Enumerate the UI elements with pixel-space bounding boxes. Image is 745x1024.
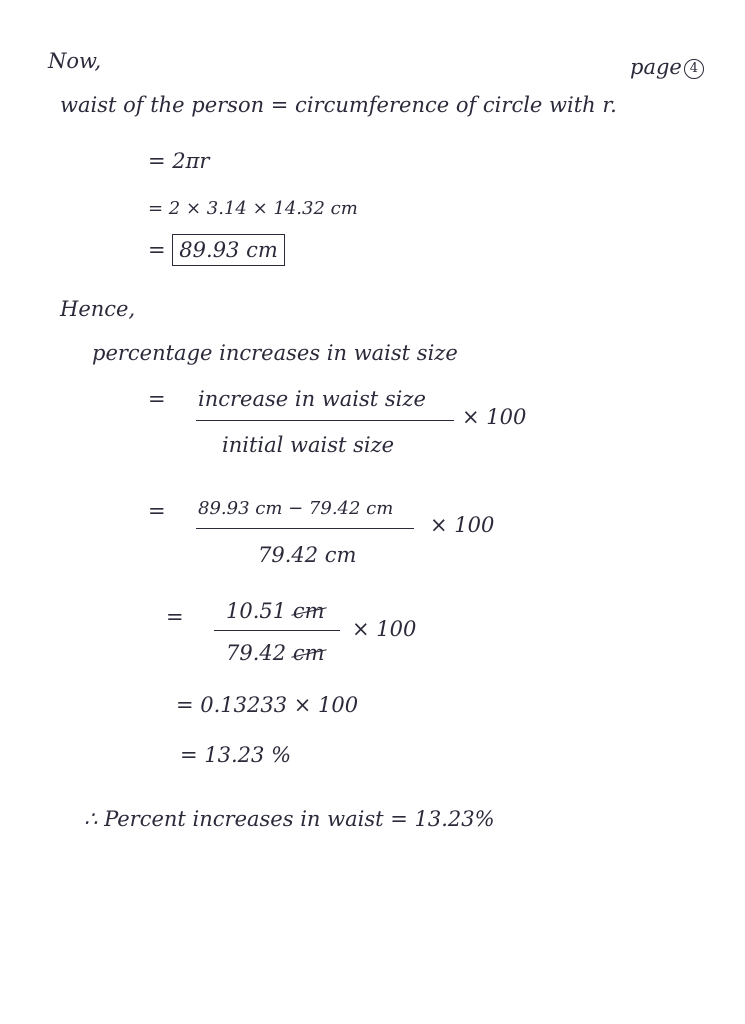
fraction2-bar	[196, 528, 414, 529]
fraction1-denominator: initial waist size	[222, 433, 395, 457]
page-number-circle: 4	[684, 59, 704, 79]
waist-definition-line: waist of the person = circumference of circle with r.	[60, 93, 617, 117]
step-decimal: = 0.13233 × 100	[176, 693, 359, 717]
conclusion-line	[84, 806, 495, 832]
fraction2-multiplier: × 100	[430, 513, 495, 537]
fraction3-denominator	[226, 640, 325, 666]
percentage-heading: percentage increases in waist size	[92, 341, 458, 365]
fraction3-numerator-value: 10.51	[226, 599, 287, 623]
waist-result-box: 89.93 cm	[172, 234, 284, 266]
page-indicator	[630, 54, 704, 80]
fraction1-numerator: increase in waist size	[198, 387, 426, 411]
fraction2-numerator: 89.93 cm − 79.42 cm	[198, 498, 394, 519]
fraction1-bar	[196, 420, 454, 421]
formula-step-1: = 2πr	[148, 149, 210, 173]
fraction3-denominator-value: 79.42	[226, 641, 287, 665]
formula-step-2: = 2 × 3.14 × 14.32 cm	[148, 198, 358, 219]
conclusion-value: 13.23%	[414, 807, 495, 831]
conclusion-equals: =	[390, 807, 408, 831]
formula-step-3	[148, 234, 285, 266]
fraction3-denominator-unit-cancelled: cm	[292, 641, 325, 665]
fraction3-numerator	[226, 598, 325, 624]
fraction1-multiplier: × 100	[462, 405, 527, 429]
fraction3-multiplier: × 100	[352, 617, 417, 641]
fraction3-bar	[214, 630, 340, 631]
fraction3-equals: =	[166, 605, 184, 629]
fraction1-equals: =	[148, 387, 166, 411]
fraction2-denominator: 79.42 cm	[258, 543, 357, 567]
formula-step-3-equals: =	[148, 238, 166, 262]
fraction3-numerator-unit-cancelled: cm	[292, 599, 325, 623]
now-label: Now,	[48, 49, 102, 73]
fraction2-equals: =	[148, 499, 166, 523]
conclusion-text: Percent increases in waist	[104, 807, 384, 831]
therefore-symbol: ∴	[84, 807, 98, 831]
page-label: page	[630, 55, 682, 79]
hence-label: Hence,	[60, 297, 136, 321]
step-percent: = 13.23 %	[180, 743, 292, 767]
